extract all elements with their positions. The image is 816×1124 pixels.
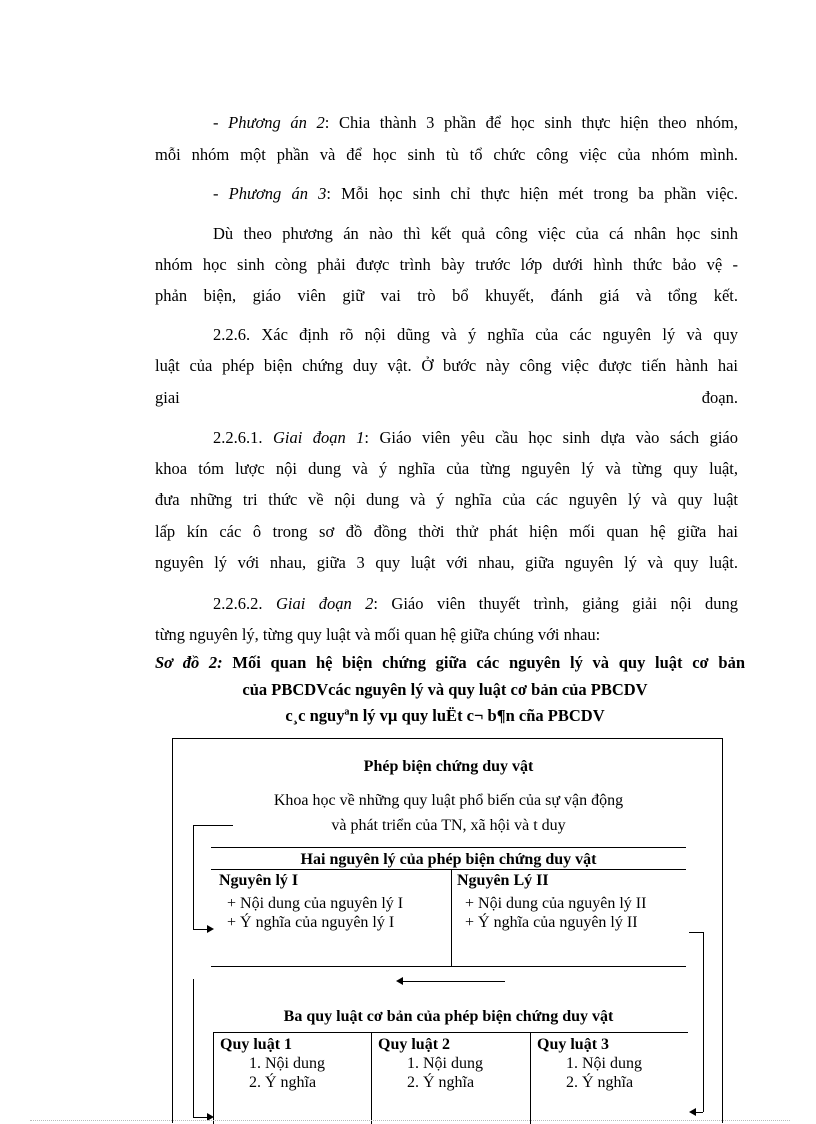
caption-label: Sơ đồ 2: [155,653,223,672]
diagram-subtitle: Khoa học về những quy luật phổ biến của sự vận động [273,792,624,809]
diagram-caption: Sơ đồ 2: Mối quan hệ biện chứng giữa các nguyên lý và quy luật cơ bản [155,653,745,672]
connector-line [695,1112,703,1113]
word: đoạn. [701,388,738,407]
divider [451,869,452,966]
principle-2-item: + Ý nghĩa của nguyên lý II [465,914,638,931]
paragraph-line: - Phương án 3: Mỗi học sinh chỉ thực hiện mét trong ba phần việc. [213,184,738,203]
paragraph-line: đưa những tri thức về nội dung và ý nghĩa của các nguyên lý và quy luật [155,490,738,509]
connector-line [193,1117,207,1118]
diagram-title: Phép biện chứng duy vật [363,758,534,775]
principle-1-item: + Ý nghĩa của nguyên lý I [227,914,395,931]
divider [371,1032,372,1124]
arrow-right-icon [207,925,214,933]
law-3-title: Quy luật 3 [537,1036,610,1053]
paragraph-line: 2.2.6.1. Giai đoạn 1: Giáo viên yêu cầu học sinh dựa vào sách giáo [213,428,739,447]
laws-heading: Ba quy luật cơ bản của phép biện chứng duy vật [283,1008,614,1025]
diagram-caption-line: của PBCDVcác nguyên lý và quy luật cơ bản của PBCDV [242,680,648,699]
paragraph-line: từng nguyên lý, từng quy luật và mối quan hệ giữa chúng với nhau: [155,625,601,644]
paragraph-line: luật của phép biện chứng duy vật. Ở bước này công việc được tiến hành hai [155,356,738,375]
arrow-left-icon [689,1108,696,1116]
paragraph-line: nguyên lý với nhau, giữa 3 quy luật với nhau, giữa nguyên lý và quy luật. [155,553,738,572]
divider [530,1032,531,1124]
principle-2-title: Nguyên Lý II [457,872,549,889]
connector-line [193,979,194,1117]
paragraph-line: 2.2.6.2. Giai đoạn 2: Giáo viên thuyết trình, giảng giải nội dung [213,594,738,613]
connector-line [193,825,233,826]
divider [213,1032,688,1033]
law-2-title: Quy luật 2 [378,1036,451,1053]
connector-line [703,932,704,1112]
word: giai [155,388,180,407]
paragraph-line: mỗi nhóm một phần và để học sinh tù tổ chức công việc của nhóm mình. [155,145,738,164]
paragraph-line: Dù theo phương án nào thì kết quả công việc của cá nhân học sinh [213,224,738,243]
divider [213,1032,214,1124]
connector-line [193,929,207,930]
law-3-item: 2. Ý nghĩa [566,1074,634,1091]
principle-2-item: + Nội dung của nguyên lý II [465,895,647,912]
law-1-item: 2. Ý nghĩa [249,1074,317,1091]
paragraph-line [155,388,738,408]
paragraph-line: phản biện, giáo viên giữ vai trò bổ khuyết, đánh giá và tổng kết. [155,286,738,305]
arrow-left-icon [396,977,403,985]
principle-1-item: + Nội dung của nguyên lý I [227,895,404,912]
principle-1-title: Nguyên lý I [219,872,299,889]
connector-line [193,825,194,929]
paragraph-line: lấp kín các ô trong sơ đồ đồng thời thử phát hiện mối quan hệ giữa hai [155,522,738,541]
connector-line [689,932,703,933]
paragraph-line: nhóm học sinh còng phải được trình bày trước lớp dưới hình thức bảo vệ - [155,255,738,274]
law-1-title: Quy luật 1 [220,1036,293,1053]
law-2-item: 2. Ý nghĩa [407,1074,475,1091]
diagram-caption-line: c¸c nguyªn lý vµ quy luËt c¬ b¶n cña PBCDV [285,706,605,725]
divider [211,966,686,967]
principles-heading: Hai nguyên lý của phép biện chứng duy vật [300,851,597,868]
connector-line [403,981,505,982]
paragraph-line: - Phương án 2: Chia thành 3 phần để học sinh thực hiện theo nhóm, [213,113,739,132]
law-3-item: 1. Nội dung [566,1055,642,1072]
law-2-item: 1. Nội dung [407,1055,483,1072]
relationship-diagram [172,738,723,1123]
law-1-item: 1. Nội dung [249,1055,325,1072]
page-edge [30,1120,790,1121]
divider [211,869,686,870]
paragraph-line: 2.2.6. Xác định rõ nội dũng và ý nghĩa của các nguyên lý và quy [213,325,738,344]
paragraph-line: khoa tóm lược nội dung và ý nghĩa của từng nguyên lý và từng quy luật, [155,459,738,478]
diagram-subtitle: và phát triển của TN, xã hội và t duy [331,817,566,834]
divider [211,847,686,848]
